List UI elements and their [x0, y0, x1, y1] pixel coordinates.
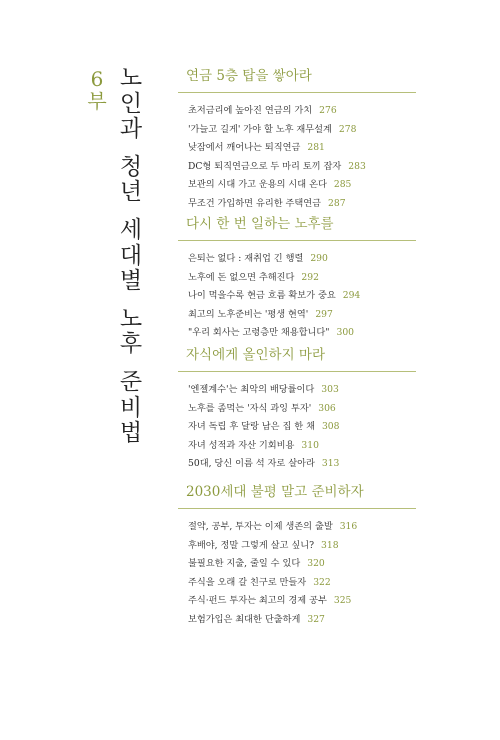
toc-entry-title: 자녀 독립 후 달랑 남은 집 한 채: [188, 421, 315, 433]
chapter-divider: [178, 92, 416, 93]
toc-entry-page: 290: [310, 253, 328, 264]
toc-entry[interactable]: [188, 437, 420, 456]
part-title-char: 대: [119, 242, 143, 269]
part-title: [114, 66, 148, 447]
toc-entry[interactable]: [188, 176, 420, 195]
chapter-title: 자식에게 올인하지 마라: [186, 347, 325, 363]
toc-entry-title: 50대, 당신 이름 석 자로 살아라: [188, 458, 315, 470]
toc-entry[interactable]: [188, 537, 420, 556]
toc-entry-page: 292: [301, 271, 319, 283]
part-number-digit: 6: [90, 67, 104, 91]
toc-entry-title: 보험가입은 최대한 단출하게: [188, 613, 301, 625]
toc-entry[interactable]: [188, 250, 420, 269]
toc-entry-title: 보관의 시대 가고 운용의 시대 온다: [188, 179, 327, 191]
toc-entry-page: 278: [338, 123, 357, 135]
part-title-char: 노: [119, 65, 143, 91]
toc-entry-title: 초저금리에 높아진 연금의 가치: [188, 105, 313, 116]
part-title-char: 과: [119, 116, 143, 143]
toc-entry-page: 310: [301, 439, 319, 451]
chapter-title: 다시 한 번 일하는 노후를: [186, 216, 334, 232]
toc-entry[interactable]: [188, 324, 420, 343]
toc-entry-page: 306: [318, 402, 336, 414]
toc-entry-page: 294: [342, 290, 361, 302]
toc-entry-page: 281: [307, 142, 325, 154]
toc-entry-title: 은퇴는 없다 : 재취업 긴 행렬: [188, 253, 304, 264]
part-number-label: 부: [87, 89, 107, 113]
toc-entry-title: 나이 먹을수록 현금 흐름 확보가 중요: [188, 290, 336, 302]
chapter-divider: [178, 240, 416, 241]
toc-entry[interactable]: [188, 455, 420, 474]
toc-list: [178, 250, 420, 343]
toc-entry-page: 316: [339, 521, 358, 532]
toc-list: [178, 102, 420, 214]
chapter-section: [178, 216, 420, 343]
toc-entry[interactable]: [188, 518, 420, 537]
toc-entry-title: DC형 퇴직연금으로 두 마리 토끼 잡자: [188, 160, 342, 172]
toc-entry[interactable]: [188, 381, 420, 400]
toc-entry-page: 308: [321, 421, 340, 433]
toc-entry-page: 287: [328, 197, 346, 209]
part-number: [82, 68, 112, 112]
toc-entry-title: 자녀 성적과 자산 기회비용: [188, 439, 295, 451]
chapter-section: [178, 347, 420, 474]
toc-entry-title: 노후에 돈 없으면 추해진다: [188, 271, 295, 283]
toc-entry[interactable]: [188, 287, 420, 306]
toc-entry[interactable]: [188, 400, 420, 419]
toc-entry[interactable]: [188, 306, 420, 325]
toc-entry[interactable]: [188, 102, 420, 121]
toc-entry-title: 최고의 노후준비는 '평생 현역': [188, 308, 309, 320]
part-title-char: 비: [119, 394, 143, 421]
toc-entry-page: 276: [319, 105, 337, 116]
toc-entry-page: 303: [321, 384, 339, 395]
toc-entry-title: 후배야, 정말 그렇게 살고 싶니?: [188, 539, 315, 551]
part-title-char: 별: [119, 268, 143, 295]
chapter-title: 2030세대 불평 말고 준비하자: [186, 484, 364, 500]
toc-entry[interactable]: [188, 555, 420, 574]
chapter-divider: [178, 371, 416, 372]
toc-entry-page: 327: [307, 613, 325, 625]
part-title-char: 청: [119, 153, 143, 180]
chapter-divider: [178, 508, 416, 509]
toc-entry-page: 322: [313, 576, 331, 588]
toc-entry[interactable]: [188, 592, 420, 611]
toc-entry-page: 297: [315, 308, 333, 320]
part-title-char: 세: [119, 216, 143, 243]
toc-entry[interactable]: [188, 574, 420, 593]
toc-entry-page: 300: [336, 327, 355, 339]
toc-entry[interactable]: [188, 269, 420, 288]
toc-entry-title: 주식을 오래 갈 친구로 만들자: [188, 576, 307, 588]
toc-entry-title: 노후를 좀먹는 '자식 과잉 투자': [188, 402, 312, 414]
chapter-title: 연금 5층 탑을 쌓아라: [186, 68, 312, 84]
toc-entry-title: '가늘고 길게' 가야 할 노후 재무설계: [188, 123, 332, 135]
part-title-char: 인: [119, 90, 143, 117]
part-title-char: 노: [119, 305, 143, 332]
toc-entry[interactable]: [188, 195, 420, 214]
chapter-section: [178, 484, 420, 630]
toc-entry-page: 283: [348, 160, 366, 172]
toc-entry-page: 313: [321, 458, 340, 470]
toc-entry-title: 주식·펀드 투자는 최고의 경제 공부: [188, 595, 327, 607]
toc-entry-page: 320: [307, 558, 325, 570]
toc-entry-page: 325: [333, 595, 352, 607]
toc-entry[interactable]: [188, 611, 420, 630]
toc-entry-title: 낮잠에서 깨어나는 퇴직연금: [188, 142, 301, 154]
toc-entry[interactable]: [188, 121, 420, 140]
toc-list: [178, 381, 420, 474]
chapter-section: [178, 68, 420, 214]
toc-list: [178, 518, 420, 630]
part-title-char: 준: [119, 368, 143, 395]
toc-entry-title: 무조건 가입하면 유리한 주택연금: [188, 197, 322, 209]
toc-entry[interactable]: [188, 418, 420, 437]
part-title-char: 년: [119, 179, 143, 206]
toc-entry-title: '엔젤계수'는 최악의 배당률이다: [188, 384, 315, 395]
toc-entry-page: 285: [333, 179, 352, 191]
toc-entry-page: 318: [321, 539, 339, 551]
toc-entry-title: "우리 회사는 고령층만 채용합니다": [188, 327, 330, 339]
part-title-char: 법: [119, 420, 143, 447]
part-title-char: 후: [119, 331, 143, 358]
toc-entry[interactable]: [188, 139, 420, 158]
toc-entry-title: 절약, 공부, 투자는 이제 생존의 출발: [188, 521, 333, 532]
toc-entry[interactable]: [188, 158, 420, 177]
toc-entry-title: 불필요한 지출, 줄일 수 있다: [188, 558, 301, 570]
